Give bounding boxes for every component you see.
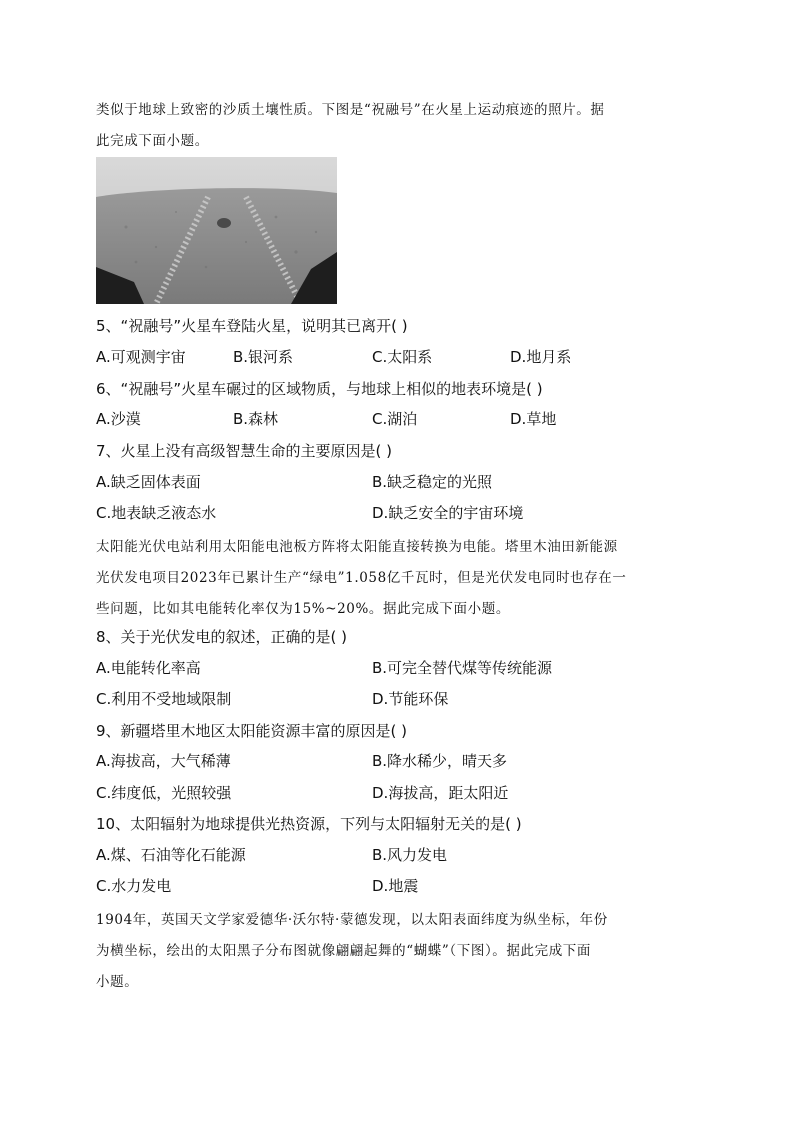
passage3-line3: 小题。 (96, 974, 139, 990)
q7-option-b[interactable]: B.缺乏稳定的光照 (372, 473, 493, 491)
q9-stem: 9、新疆塔里木地区太阳能资源丰富的原因是( ) (96, 722, 408, 740)
q6-stem: 6、“祝融号”火星车碾过的区域物质，与地球上相似的地表环境是( ) (96, 380, 543, 398)
passage2-line3: 些问题，比如其电能转化率仅为15%~20%。据此完成下面小题。 (96, 601, 510, 617)
q6-option-a[interactable]: A.沙漠 (96, 410, 141, 428)
q8-option-c[interactable]: C.利用不受地域限制 (96, 690, 232, 708)
q7-stem: 7、火星上没有高级智慧生命的主要原因是( ) (96, 442, 393, 460)
q10-stem: 10、太阳辐射为地球提供光热资源，下列与太阳辐射无关的是( ) (96, 815, 522, 833)
q5-stem: 5、“祝融号”火星车登陆火星，说明其已离开( ) (96, 317, 408, 335)
q5-option-d[interactable]: D.地月系 (510, 348, 572, 366)
q8-option-a[interactable]: A.电能转化率高 (96, 659, 201, 677)
q10-option-a[interactable]: A.煤、石油等化石能源 (96, 846, 246, 864)
q9-option-b[interactable]: B.降水稀少，晴天多 (372, 752, 508, 770)
q6-option-c[interactable]: C.湖泊 (372, 410, 418, 428)
q9-option-a[interactable]: A.海拔高，大气稀薄 (96, 752, 231, 770)
mars-rover-tracks-photo (96, 157, 337, 304)
passage1-line2: 此完成下面小题。 (96, 133, 209, 149)
q8-option-b[interactable]: B.可完全替代煤等传统能源 (372, 659, 553, 677)
q10-option-c[interactable]: C.水力发电 (96, 877, 172, 895)
q6-option-d[interactable]: D.草地 (510, 410, 557, 428)
q10-option-d[interactable]: D.地震 (372, 877, 419, 895)
q9-option-d[interactable]: D.海拔高，距太阳近 (372, 784, 509, 802)
q8-stem: 8、关于光伏发电的叙述，正确的是( ) (96, 628, 348, 646)
q5-option-b[interactable]: B.银河系 (233, 348, 294, 366)
q7-option-a[interactable]: A.缺乏固体表面 (96, 473, 201, 491)
q7-option-c[interactable]: C.地表缺乏液态水 (96, 504, 217, 522)
passage3-line2: 为横坐标，绘出的太阳黑子分布图就像翩翩起舞的“蝴蝶”（下图）。据此完成下面 (96, 943, 592, 959)
q7-option-d[interactable]: D.缺乏安全的宇宙环境 (372, 504, 524, 522)
passage2-line1: 太阳能光伏电站利用太阳能电池板方阵将太阳能直接转换为电能。塔里木油田新能源 (96, 539, 618, 555)
q9-option-c[interactable]: C.纬度低，光照较强 (96, 784, 232, 802)
passage3-line1: 1904年，英国天文学家爱德华·沃尔特·蒙德发现，以太阳表面纬度为纵坐标，年份 (96, 912, 608, 928)
q5-option-a[interactable]: A.可观测宇宙 (96, 348, 186, 366)
passage2-line2: 光伏发电项目2023年已累计生产“绿电”1.058亿千瓦时，但是光伏发电同时也存在一 (96, 570, 627, 586)
q8-option-d[interactable]: D.节能环保 (372, 690, 449, 708)
passage1-line1: 类似于地球上致密的沙质土壤性质。下图是“祝融号”在火星上运动痕迹的照片。据 (96, 102, 605, 118)
q5-option-c[interactable]: C.太阳系 (372, 348, 433, 366)
q10-option-b[interactable]: B.风力发电 (372, 846, 448, 864)
q6-option-b[interactable]: B.森林 (233, 410, 279, 428)
